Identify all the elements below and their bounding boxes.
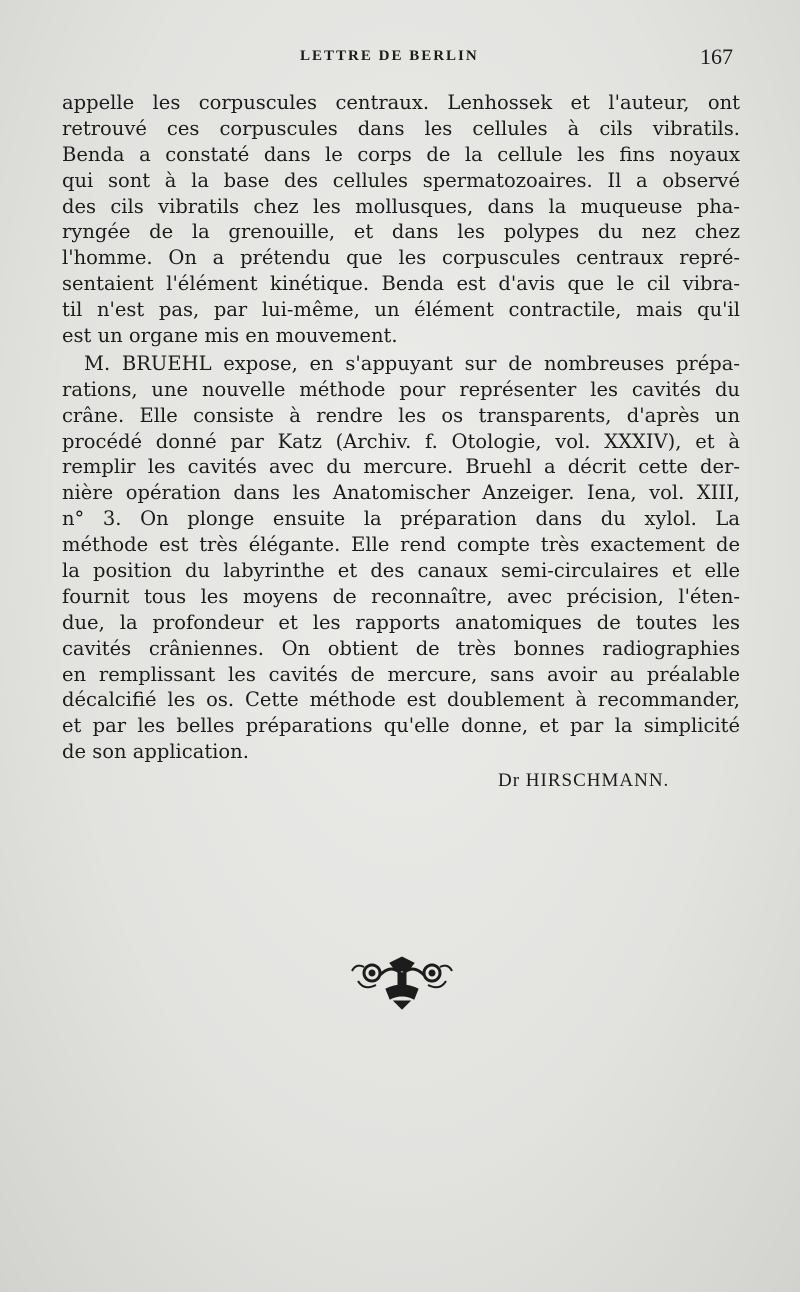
signature: Dr HIRSCHMANN. [498,770,670,791]
paragraph-2 [62,351,740,765]
text-line: la position du labyrinthe et des canaux semi-circulaires et elle [62,559,740,583]
body-text [62,90,740,765]
paragraph-1 [62,90,740,349]
text-line: l'homme. On a prétendu que les corpuscules centraux repré- [62,246,740,270]
running-title: LETTRE DE BERLIN [300,48,479,64]
text-line: Benda a constaté dans le corps de la cellule les fins noyaux [62,142,740,166]
text-line: crâne. Elle consiste à rendre les os transparents, d'après un [62,403,740,427]
text-line: et par les belles préparations qu'elle donne, et par la simplicité [62,714,740,738]
text-line: rations, une nouvelle méthode pour représenter les cavités du [62,377,740,401]
text-line: de son application. [62,740,249,764]
text-line: nière opération dans les Anatomischer Anzeiger. Iena, vol. XIII, [62,481,740,505]
text-line: due, la profondeur et les rapports anatomiques de toutes les [62,610,740,634]
text-line: sentaient l'élément kinétique. Benda est d'avis que le cil vibra- [62,272,740,296]
ornament-fleuron-icon [350,955,454,1011]
text-line: til n'est pas, par lui-même, un élément contractile, mais qu'il [62,298,740,322]
text-line: fournit tous les moyens de reconnaître, avec précision, l'éten- [62,584,740,608]
text-line: ryngée de la grenouille, et dans les polypes du nez chez [62,220,740,244]
running-head [0,44,800,72]
page-number: 167 [700,44,733,69]
text-line: cavités crâniennes. On obtient de très bonnes radiographies [62,636,740,660]
text-line: en remplissant les cavités de mercure, sans avoir au préalable [62,662,740,686]
text-line: des cils vibratils chez les mollusques, dans la muqueuse pha- [62,194,740,218]
text-line: retrouvé ces corpuscules dans les cellules à cils vibratils. [62,116,740,140]
text-line: qui sont à la base des cellules spermatozoaires. Il a observé [62,168,740,192]
text-line: appelle les corpuscules centraux. Lenhossek et l'auteur, ont [62,91,740,114]
text-line: remplir les cavités avec du mercure. Bruehl a décrit cette der- [62,455,740,479]
text-line: est un organe mis en mouvement. [62,324,398,348]
text-line: procédé donné par Katz (Archiv. f. Otologie, vol. XXXIV), et à [62,429,740,453]
text-line: n° 3. On plonge ensuite la préparation dans du xylol. La [62,507,740,531]
text-line: M. BRUEHL expose, en s'appuyant sur de nombreuses prépa- [84,351,740,375]
text-line: décalcifié les os. Cette méthode est doublement à recommander, [62,688,740,712]
text-line: méthode est très élégante. Elle rend compte très exactement de [62,533,740,557]
